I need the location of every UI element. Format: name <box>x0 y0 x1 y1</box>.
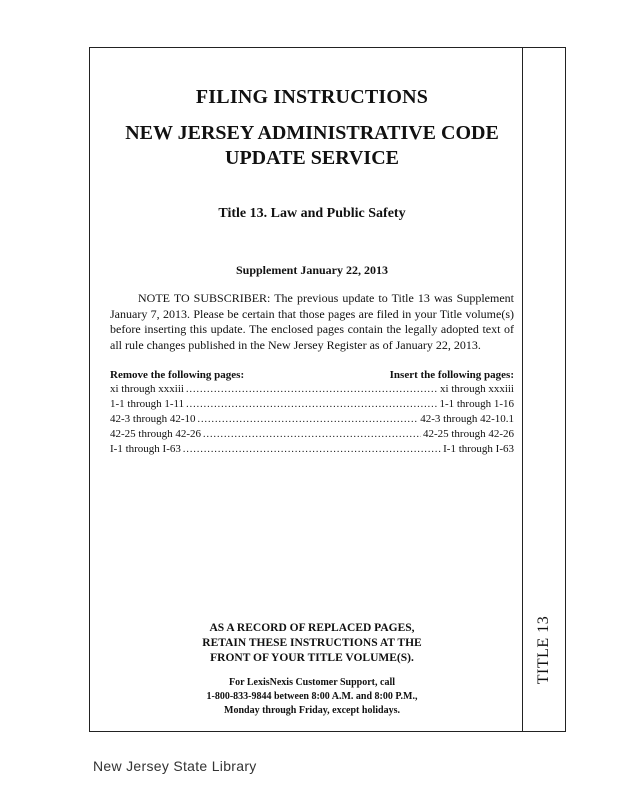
record-instructions <box>110 621 514 666</box>
leader-dots <box>186 383 438 397</box>
heading-code-line2: UPDATE SERVICE <box>225 147 399 169</box>
insert-pages: 42-25 through 42-26 <box>422 428 514 440</box>
support-line1: For LexisNexis Customer Support, call <box>228 677 395 688</box>
leader-dots <box>198 413 419 427</box>
record-line3: FRONT OF YOUR TITLE VOLUME(S). <box>210 652 414 664</box>
spine-divider <box>522 47 523 732</box>
customer-support <box>110 676 514 718</box>
support-line3: Monday through Friday, except holidays. <box>224 705 400 716</box>
remove-pages: I-1 through I-63 <box>110 443 181 455</box>
insert-heading: Insert the following pages: <box>389 369 514 381</box>
remove-pages: 42-25 through 42-26 <box>110 428 202 440</box>
heading-code <box>110 121 514 171</box>
supplement-date: Supplement January 22, 2013 <box>235 263 389 277</box>
record-line2: RETAIN THESE INSTRUCTIONS AT THE <box>202 637 422 649</box>
title-heading: Title 13. Law and Public Safety <box>218 206 406 221</box>
remove-pages: 42-3 through 42-10 <box>110 413 196 425</box>
leader-dots <box>186 398 437 412</box>
spine-tab <box>529 600 559 700</box>
list-item <box>110 427 514 442</box>
record-line1: AS A RECORD OF REPLACED PAGES, <box>209 622 415 634</box>
remove-heading: Remove the following pages: <box>110 369 245 381</box>
support-line2: 1-800-833-9844 between 8:00 A.M. and 8:00 P.M., <box>206 691 418 702</box>
list-item <box>110 397 514 412</box>
insert-pages: 42-3 through 42-10.1 <box>420 413 514 425</box>
page-replacement-list <box>110 368 514 457</box>
leader-dots <box>183 443 441 457</box>
remove-pages: 1-1 through 1-11 <box>110 398 185 410</box>
subscriber-note: NOTE TO SUBSCRIBER: The previous update to Title 13 was Supplement January 7, 2013. Please be certain that those pages are filed in your Title volume(s) before inserting this update. The enclosed pages contain the legally adopted text of all rule changes published in the New Jersey Register as of January 22, 2013. <box>110 291 514 352</box>
library-stamp: New Jersey State Library <box>93 758 257 774</box>
list-item <box>110 442 514 457</box>
insert-pages: xi through xxxiii <box>440 383 514 395</box>
page-list-header <box>110 368 514 382</box>
insert-pages: 1-1 through 1-16 <box>439 398 514 410</box>
list-item <box>110 412 514 427</box>
leader-dots <box>203 428 421 442</box>
remove-pages: xi through xxxiii <box>110 383 184 395</box>
insert-pages: I-1 through I-63 <box>443 443 514 455</box>
spine-label: TITLE 13 <box>535 615 553 685</box>
heading-code-line1: NEW JERSEY ADMINISTRATIVE CODE <box>125 122 499 144</box>
heading-filing-instructions: FILING INSTRUCTIONS <box>195 86 429 108</box>
list-item <box>110 382 514 397</box>
